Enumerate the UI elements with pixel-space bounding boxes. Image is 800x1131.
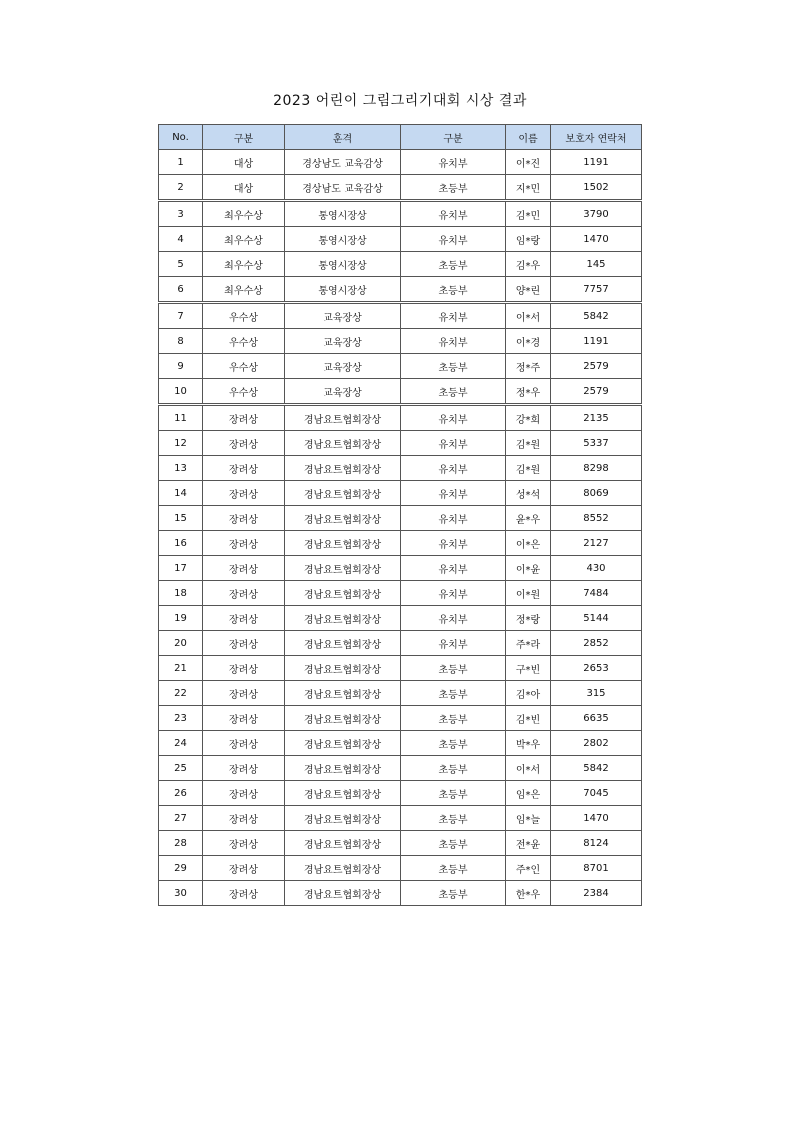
cell-no: 13 [159,456,203,481]
table-row [159,405,642,431]
cell-name: 박*우 [506,731,551,756]
cell-award: 경남요트협회장상 [285,681,401,706]
cell-no: 27 [159,806,203,831]
cell-guardian-contact: 2127 [551,531,642,556]
cell-no: 2 [159,175,203,201]
cell-guardian-contact: 5144 [551,606,642,631]
cell-no: 19 [159,606,203,631]
cell-award: 경남요트협회장상 [285,881,401,906]
cell-guardian-contact: 2802 [551,731,642,756]
cell-no: 16 [159,531,203,556]
cell-award: 경남요트협회장상 [285,656,401,681]
cell-division: 장려상 [203,431,285,456]
cell-division: 장려상 [203,681,285,706]
cell-category: 초등부 [401,277,506,303]
table-row [159,481,642,506]
cell-name: 이*서 [506,756,551,781]
cell-award: 교육장상 [285,379,401,405]
header-division: 구분 [203,125,285,150]
table-row [159,581,642,606]
cell-name: 김*민 [506,201,551,227]
cell-category: 유치부 [401,506,506,531]
cell-award: 경남요트협회장상 [285,731,401,756]
cell-category: 유치부 [401,303,506,329]
cell-name: 김*원 [506,456,551,481]
cell-division: 장려상 [203,631,285,656]
cell-name: 임*은 [506,781,551,806]
cell-division: 우수상 [203,379,285,405]
cell-no: 17 [159,556,203,581]
cell-name: 김*빈 [506,706,551,731]
cell-no: 12 [159,431,203,456]
cell-award: 경남요트협회장상 [285,781,401,806]
table-row [159,277,642,303]
cell-division: 장려상 [203,756,285,781]
results-table [158,124,642,906]
cell-category: 유치부 [401,606,506,631]
table-row [159,706,642,731]
cell-name: 한*우 [506,881,551,906]
cell-category: 초등부 [401,379,506,405]
cell-category: 유치부 [401,329,506,354]
cell-no: 26 [159,781,203,806]
cell-guardian-contact: 2852 [551,631,642,656]
cell-no: 29 [159,856,203,881]
cell-division: 장려상 [203,856,285,881]
cell-award: 교육장상 [285,303,401,329]
cell-guardian-contact: 8298 [551,456,642,481]
cell-category: 초등부 [401,856,506,881]
table-row [159,227,642,252]
cell-category: 유치부 [401,456,506,481]
cell-category: 유치부 [401,150,506,175]
table-row [159,175,642,201]
cell-name: 정*우 [506,379,551,405]
cell-name: 김*우 [506,252,551,277]
cell-award: 경상남도 교육감상 [285,175,401,201]
cell-award: 경남요트협회장상 [285,756,401,781]
cell-award: 경남요트협회장상 [285,606,401,631]
table-row [159,556,642,581]
cell-award: 경남요트협회장상 [285,506,401,531]
table-row [159,431,642,456]
page-title: 2023 어린이 그림그리기대회 시상 결과 [273,93,527,109]
cell-award: 경남요트협회장상 [285,856,401,881]
table-row [159,354,642,379]
cell-division: 장려상 [203,456,285,481]
cell-division: 장려상 [203,781,285,806]
cell-guardian-contact: 2384 [551,881,642,906]
cell-award: 경남요트협회장상 [285,405,401,431]
cell-guardian-contact: 2135 [551,405,642,431]
cell-division: 장려상 [203,531,285,556]
cell-name: 이*은 [506,531,551,556]
cell-division: 장려상 [203,881,285,906]
cell-guardian-contact: 1191 [551,150,642,175]
cell-name: 양*린 [506,277,551,303]
cell-name: 이*윤 [506,556,551,581]
cell-no: 4 [159,227,203,252]
cell-division: 최우수상 [203,277,285,303]
cell-division: 장려상 [203,506,285,531]
table-row [159,881,642,906]
cell-category: 초등부 [401,731,506,756]
cell-division: 장려상 [203,405,285,431]
table-row [159,506,642,531]
cell-division: 장려상 [203,656,285,681]
cell-no: 22 [159,681,203,706]
table-row [159,831,642,856]
cell-no: 21 [159,656,203,681]
cell-division: 장려상 [203,481,285,506]
cell-division: 우수상 [203,354,285,379]
table-row [159,329,642,354]
cell-no: 8 [159,329,203,354]
table-row [159,531,642,556]
cell-division: 우수상 [203,329,285,354]
cell-no: 14 [159,481,203,506]
cell-name: 지*민 [506,175,551,201]
cell-guardian-contact: 430 [551,556,642,581]
cell-division: 장려상 [203,556,285,581]
table-row [159,781,642,806]
table-row [159,631,642,656]
cell-award: 통영시장상 [285,201,401,227]
table-row [159,303,642,329]
header-name: 이름 [506,125,551,150]
cell-name: 이*경 [506,329,551,354]
cell-no: 28 [159,831,203,856]
cell-no: 7 [159,303,203,329]
cell-category: 유치부 [401,431,506,456]
cell-category: 초등부 [401,706,506,731]
cell-no: 6 [159,277,203,303]
cell-guardian-contact: 145 [551,252,642,277]
cell-category: 유치부 [401,227,506,252]
header-guardian-contact: 보호자 연락처 [551,125,642,150]
cell-guardian-contact: 1470 [551,806,642,831]
cell-award: 통영시장상 [285,277,401,303]
cell-award: 경남요트협회장상 [285,456,401,481]
cell-guardian-contact: 3790 [551,201,642,227]
cell-category: 초등부 [401,831,506,856]
table-row [159,756,642,781]
cell-category: 초등부 [401,175,506,201]
cell-no: 9 [159,354,203,379]
cell-category: 유치부 [401,631,506,656]
cell-category: 초등부 [401,656,506,681]
cell-guardian-contact: 7484 [551,581,642,606]
cell-division: 장려상 [203,806,285,831]
cell-category: 유치부 [401,201,506,227]
table-row [159,606,642,631]
header-award: 훈격 [285,125,401,150]
cell-no: 10 [159,379,203,405]
cell-no: 1 [159,150,203,175]
cell-name: 주*인 [506,856,551,881]
cell-name: 성*석 [506,481,551,506]
cell-guardian-contact: 1470 [551,227,642,252]
cell-award: 경상남도 교육감상 [285,150,401,175]
table-row [159,150,642,175]
cell-award: 경남요트협회장상 [285,706,401,731]
cell-division: 최우수상 [203,252,285,277]
table-row [159,856,642,881]
cell-guardian-contact: 6635 [551,706,642,731]
cell-no: 25 [159,756,203,781]
cell-guardian-contact: 8701 [551,856,642,881]
cell-name: 정*주 [506,354,551,379]
cell-division: 장려상 [203,731,285,756]
table-row [159,656,642,681]
cell-category: 초등부 [401,756,506,781]
cell-name: 이*원 [506,581,551,606]
cell-award: 교육장상 [285,329,401,354]
cell-award: 교육장상 [285,354,401,379]
cell-category: 초등부 [401,781,506,806]
cell-division: 최우수상 [203,227,285,252]
cell-guardian-contact: 1191 [551,329,642,354]
table-header-row [159,125,642,150]
cell-guardian-contact: 315 [551,681,642,706]
cell-name: 이*진 [506,150,551,175]
cell-name: 임*늘 [506,806,551,831]
cell-guardian-contact: 2579 [551,379,642,405]
table-row [159,731,642,756]
cell-no: 18 [159,581,203,606]
cell-no: 24 [159,731,203,756]
cell-award: 경남요트협회장상 [285,556,401,581]
table-body [159,150,642,906]
cell-category: 초등부 [401,806,506,831]
cell-name: 윤*우 [506,506,551,531]
cell-guardian-contact: 5842 [551,303,642,329]
table-row [159,252,642,277]
cell-category: 초등부 [401,354,506,379]
cell-category: 유치부 [401,556,506,581]
cell-no: 30 [159,881,203,906]
cell-guardian-contact: 8552 [551,506,642,531]
cell-division: 장려상 [203,581,285,606]
cell-award: 경남요트협회장상 [285,631,401,656]
header-no: No. [159,125,203,150]
cell-award: 경남요트협회장상 [285,806,401,831]
cell-division: 장려상 [203,606,285,631]
header-category: 구분 [401,125,506,150]
cell-guardian-contact: 8069 [551,481,642,506]
cell-division: 대상 [203,175,285,201]
cell-award: 통영시장상 [285,252,401,277]
cell-division: 최우수상 [203,201,285,227]
cell-name: 주*라 [506,631,551,656]
cell-guardian-contact: 5337 [551,431,642,456]
cell-category: 초등부 [401,681,506,706]
cell-guardian-contact: 5842 [551,756,642,781]
cell-division: 장려상 [203,831,285,856]
cell-guardian-contact: 7757 [551,277,642,303]
cell-name: 구*빈 [506,656,551,681]
cell-guardian-contact: 1502 [551,175,642,201]
cell-no: 15 [159,506,203,531]
cell-category: 초등부 [401,252,506,277]
table-row [159,806,642,831]
cell-category: 유치부 [401,481,506,506]
cell-name: 강*희 [506,405,551,431]
table-row [159,201,642,227]
cell-no: 20 [159,631,203,656]
cell-division: 장려상 [203,706,285,731]
cell-award: 경남요트협회장상 [285,481,401,506]
cell-guardian-contact: 7045 [551,781,642,806]
cell-no: 23 [159,706,203,731]
table-row [159,456,642,481]
table-row [159,681,642,706]
cell-no: 5 [159,252,203,277]
cell-category: 유치부 [401,581,506,606]
cell-no: 3 [159,201,203,227]
cell-guardian-contact: 2579 [551,354,642,379]
cell-name: 정*랑 [506,606,551,631]
cell-category: 초등부 [401,881,506,906]
cell-category: 유치부 [401,405,506,431]
cell-name: 이*서 [506,303,551,329]
cell-award: 경남요트협회장상 [285,831,401,856]
table-row [159,379,642,405]
cell-award: 경남요트협회장상 [285,581,401,606]
cell-award: 통영시장상 [285,227,401,252]
cell-guardian-contact: 8124 [551,831,642,856]
cell-name: 임*랑 [506,227,551,252]
cell-division: 우수상 [203,303,285,329]
cell-name: 전*윤 [506,831,551,856]
cell-name: 김*아 [506,681,551,706]
cell-award: 경남요트협회장상 [285,431,401,456]
cell-award: 경남요트협회장상 [285,531,401,556]
cell-division: 대상 [203,150,285,175]
cell-category: 유치부 [401,531,506,556]
cell-no: 11 [159,405,203,431]
cell-name: 김*원 [506,431,551,456]
cell-guardian-contact: 2653 [551,656,642,681]
